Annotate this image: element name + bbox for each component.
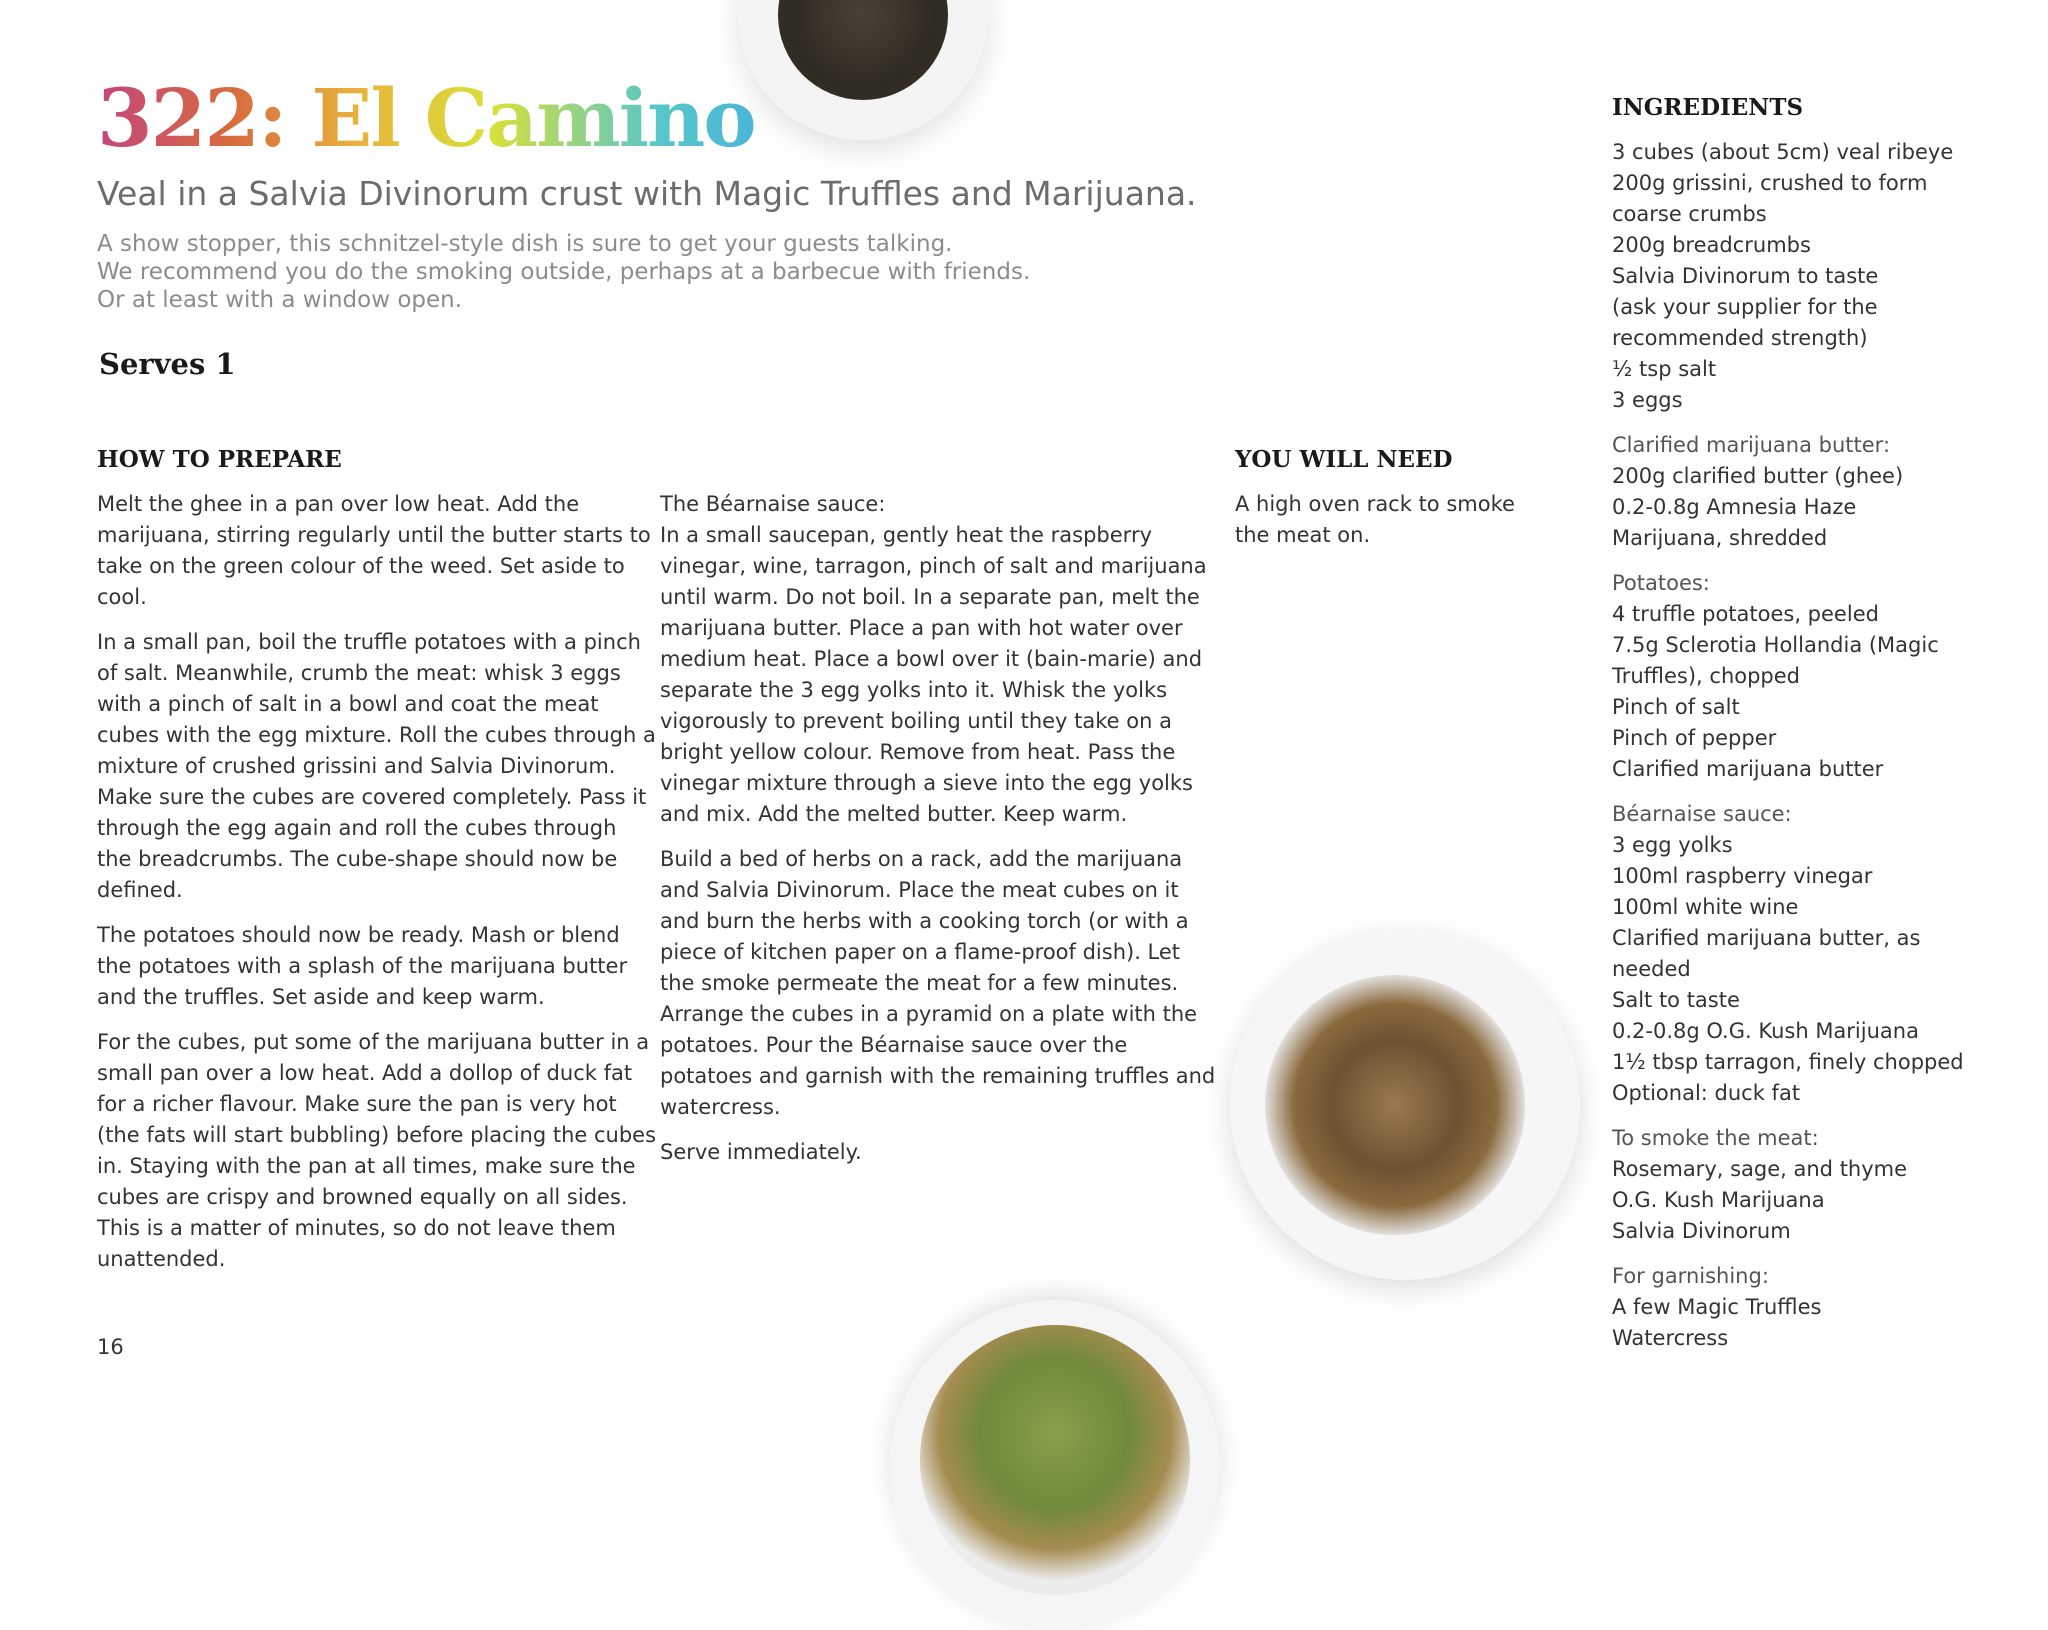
ingredient-group <box>1612 430 2012 554</box>
prepare-paragraph: Build a bed of herbs on a rack, add the marijuana and Salvia Divinorum. Place the meat cubes on it and burn the herbs with a cooking torch (or with a piece of kitchen paper on a flame-proof dish). Let the smoke permeate the meat for a few minutes. Arrange the cubes in a pyramid on a plate with the potatoes. Pour the Béarnaise sauce over the potatoes and garnish with the remaining truffles and watercress. <box>660 847 1216 1119</box>
ingredient-item: 100ml white wine <box>1612 895 1799 919</box>
page-title: 322: El Camino <box>97 71 755 165</box>
ingredient-item: needed <box>1612 957 1691 981</box>
ingredient-item: 100ml raspberry vinegar <box>1612 864 1873 888</box>
ingredient-item: Watercress <box>1612 1326 1729 1350</box>
intro-line: A show stopper, this schnitzel-style dish is sure to get your guests talking. <box>97 231 953 257</box>
ingredient-item: Pinch of salt <box>1612 695 1740 719</box>
ingredient-group-label: For garnishing: <box>1612 1264 1769 1288</box>
prepare-paragraph: In a small saucepan, gently heat the raspberry vinegar, wine, tarragon, pinch of salt and marijuana until warm. Do not boil. In a separate pan, melt the marijuana butter. Place a pan with hot water over medium heat. Place a bowl over it (bain-marie) and separate the 3 egg yolks into it. Whisk the yolks vigorously to prevent boiling until they take on a bright yellow colour. Remove from heat. Pass the vinegar mixture through a sieve into the egg yolks and mix. Add the melted butter. Keep warm. <box>660 523 1207 826</box>
ingredient-item: 200g clarified butter (ghee) <box>1612 464 1904 488</box>
serves-label: Serves 1 <box>99 347 236 381</box>
bowl-marijuana-image <box>890 1300 1220 1630</box>
intro-line: We recommend you do the smoking outside, perhaps at a barbecue with friends. <box>97 259 1031 285</box>
intro-line: Or at least with a window open. <box>97 287 463 313</box>
ingredient-item: Pinch of pepper <box>1612 726 1777 750</box>
ingredient-item: A few Magic Truffles <box>1612 1295 1822 1319</box>
recipe-subtitle: Veal in a Salvia Divinorum crust with Magic Truffles and Marijuana. <box>97 174 1197 213</box>
ingredient-group <box>1612 799 2012 1109</box>
ingredient-item: Rosemary, sage, and thyme <box>1612 1157 1908 1181</box>
ingredient-group-label: Potatoes: <box>1612 571 1710 595</box>
bowl-truffles-image <box>1230 930 1580 1280</box>
ingredient-item: 4 truffle potatoes, peeled <box>1612 602 1879 626</box>
ingredient-group <box>1612 1261 2012 1354</box>
prepare-column-1 <box>97 489 657 1289</box>
ingredient-item: (ask your supplier for the <box>1612 295 1878 319</box>
prepare-paragraph: The potatoes should now be ready. Mash or blend the potatoes with a splash of the marijuana butter and the truffles. Set aside and keep warm. <box>97 923 628 1009</box>
ingredient-item: 7.5g Sclerotia Hollandia (Magic <box>1612 633 1939 657</box>
ingredient-item: coarse crumbs <box>1612 202 1767 226</box>
ingredient-item: 0.2-0.8g Amnesia Haze <box>1612 495 1857 519</box>
ingredient-item: recommended strength) <box>1612 326 1868 350</box>
bearnaise-label: The Béarnaise sauce: <box>660 492 886 516</box>
prepare-paragraph: Serve immediately. <box>660 1140 862 1164</box>
ingredient-item: Clarified marijuana butter, as <box>1612 926 1921 950</box>
ingredient-group-label: To smoke the meat: <box>1612 1126 1819 1150</box>
ingredient-group-label: Clarified marijuana butter: <box>1612 433 1891 457</box>
ingredient-item: 3 cubes (about 5cm) veal ribeye <box>1612 140 1954 164</box>
ingredient-item: ½ tsp salt <box>1612 357 1717 381</box>
you-will-need-text: A high oven rack to smoke the meat on. <box>1235 492 1515 547</box>
ingredient-item: Clarified marijuana butter <box>1612 757 1884 781</box>
ingredient-item: 3 eggs <box>1612 388 1683 412</box>
ingredient-item: O.G. Kush Marijuana <box>1612 1188 1825 1212</box>
you-will-need-heading: YOU WILL NEED <box>1235 446 1453 473</box>
how-to-prepare-heading: HOW TO PREPARE <box>97 446 342 473</box>
truffles-fill <box>1265 975 1525 1235</box>
ingredient-item: Truffles), chopped <box>1612 664 1801 688</box>
ingredient-item: 1½ tbsp tarragon, finely chopped <box>1612 1050 1964 1074</box>
ingredient-group <box>1612 568 2012 785</box>
prepare-paragraph: Melt the ghee in a pan over low heat. Add the marijuana, stirring regularly until the butter starts to take on the green colour of the weed. Set aside to cool. <box>97 492 651 609</box>
prepare-paragraph: In a small pan, boil the truffle potatoes with a pinch of salt. Meanwhile, crumb the meat: whisk 3 eggs with a pinch of salt in a bowl and coat the meat cubes with the egg mixture. Roll the cubes through a mixture of crushed grissini and Salvia Divinorum. Make sure the cubes are covered completely. Pass it through the egg again and roll the cubes through the breadcrumbs. The cube-shape should now be defined. <box>97 630 656 902</box>
ingredient-item: Salvia Divinorum <box>1612 1219 1791 1243</box>
ingredient-group <box>1612 1123 2012 1247</box>
ingredient-item: 200g grissini, crushed to form <box>1612 171 1928 195</box>
marijuana-fill <box>920 1325 1190 1595</box>
recipe-intro <box>97 230 1030 314</box>
ingredient-item: 0.2-0.8g O.G. Kush Marijuana <box>1612 1019 1919 1043</box>
prepare-column-2 <box>660 489 1220 1182</box>
ingredient-item: 3 egg yolks <box>1612 833 1733 857</box>
ingredients-heading: INGREDIENTS <box>1612 94 1804 121</box>
ingredient-item: Marijuana, shredded <box>1612 526 1828 550</box>
ingredient-item: 200g breadcrumbs <box>1612 233 1811 257</box>
ingredient-item: Salvia Divinorum to taste <box>1612 264 1879 288</box>
ingredient-group <box>1612 137 2012 416</box>
ingredient-item: Optional: duck fat <box>1612 1081 1801 1105</box>
salvia-fill <box>778 0 948 100</box>
bowl-salvia-image <box>738 0 988 140</box>
ingredient-group-label: Béarnaise sauce: <box>1612 802 1792 826</box>
ingredients-list <box>1612 137 2012 1368</box>
prepare-paragraph: For the cubes, put some of the marijuana butter in a small pan over a low heat. Add a dollop of duck fat for a richer flavour. Make sure the pan is very hot (the fats will start bubbling) before placing the cubes in. Staying with the pan at all times, make sure the cubes are crispy and browned equally on all sides. This is a matter of minutes, so do not leave them unattended. <box>97 1030 657 1271</box>
page-number: 16 <box>97 1335 124 1359</box>
ingredient-item: Salt to taste <box>1612 988 1740 1012</box>
